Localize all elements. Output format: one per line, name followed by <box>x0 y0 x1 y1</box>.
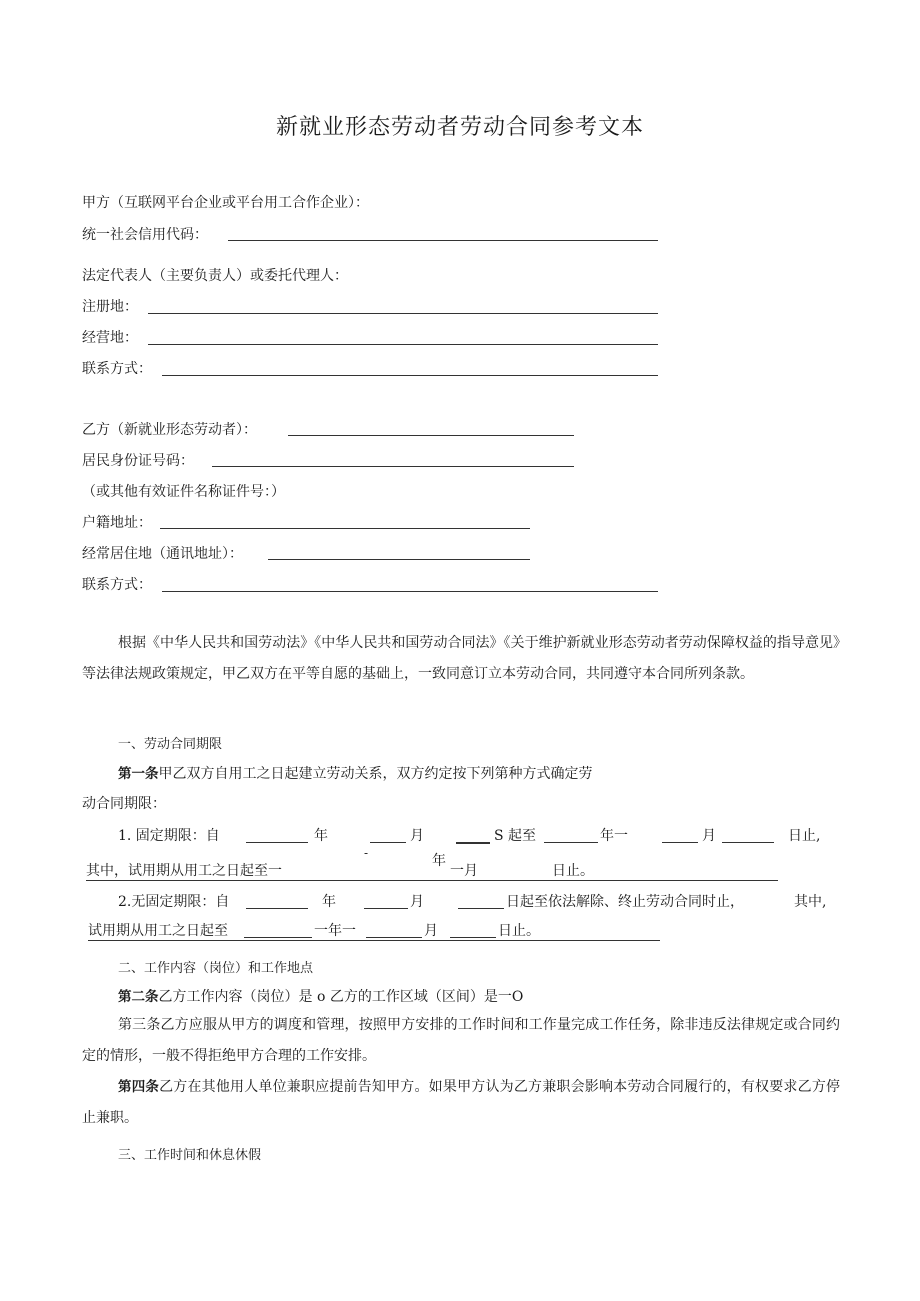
id-number-label: 居民身份证号码： <box>82 453 194 469</box>
other-id-label: （或其他有效证件名称证件号：） <box>82 484 285 500</box>
open-month-label: 月 <box>410 894 424 910</box>
party-a-contact-label: 联系方式： <box>82 361 152 377</box>
party-b-label: 乙方（新就业形态劳动者）： <box>82 422 257 438</box>
fixed-start-month-blank[interactable] <box>370 842 406 843</box>
open-start-day-blank[interactable] <box>458 908 504 909</box>
credit-code-blank[interactable] <box>228 240 658 241</box>
household-address-label: 户籍地址： <box>82 515 152 531</box>
section-3-heading: 三、工作时间和休息休假 <box>118 1148 262 1163</box>
fixed-until-label: 日止, <box>788 828 821 844</box>
open-term-prefix: 2.无固定期限：自 <box>118 894 230 910</box>
article-4-text: 乙方在其他用人单位兼职应提前告知甲方。如果甲方认为乙方兼职会影响本劳动合同履行的，有权要求乙方停止兼职。 <box>82 1079 841 1126</box>
household-address-blank[interactable] <box>160 528 530 529</box>
open-trial-day-blank[interactable] <box>450 937 496 938</box>
fixed-month-label: 月 <box>410 828 424 844</box>
fixed-trial-underline[interactable] <box>86 880 778 881</box>
article-2-label: 第二条 <box>118 989 159 1005</box>
legal-rep-label: 法定代表人（主要负责人）或委托代理人： <box>82 268 348 284</box>
open-year-label: 年 <box>322 894 336 910</box>
fixed-end-year-blank[interactable] <box>544 842 598 843</box>
article-1-line1 <box>118 764 593 784</box>
open-start-month-blank[interactable] <box>364 908 408 909</box>
business-address-label: 经营地： <box>82 330 138 346</box>
fixed-trial-month: 一月 <box>450 863 478 879</box>
fixed-end-day-blank[interactable] <box>722 842 774 843</box>
residence-address-label: 经常居住地（通讯地址）： <box>82 546 243 562</box>
open-trial-year-dash: 一年一 <box>314 923 356 939</box>
party-a-contact-blank[interactable] <box>162 375 658 376</box>
article-3-paragraph: 第三条乙方应服从甲方的调度和管理，按照甲方安排的工作时间和工作量完成工作任务，除非违反法律规定或合同约定的情形，一般不得拒绝甲方合理的工作安排。 <box>82 1017 840 1064</box>
open-trial-month-blank[interactable] <box>366 937 422 938</box>
party-b-contact-label: 联系方式： <box>82 577 152 593</box>
article-1-line2: 动合同期限： <box>82 796 166 812</box>
residence-address-blank[interactable] <box>268 559 530 560</box>
open-trial-day-end: 日止。 <box>498 923 540 939</box>
preamble-paragraph: 根据《中华人民共和国劳动法》《中华人民共和国劳动合同法》《关于维护新就业形态劳动者劳动保障权益的指导意见》等法律法规政策规定，甲乙双方在平等自愿的基础上，一致同意订立本劳动合同，共同遵守本合同所列条款。 <box>82 635 840 682</box>
open-trial-year-blank[interactable] <box>244 937 312 938</box>
open-start-year-blank[interactable] <box>246 908 308 909</box>
document-title: 新就业形态劳动者劳动合同参考文本 <box>275 115 644 140</box>
open-trial-month: 月 <box>424 923 438 939</box>
party-b-contact-blank[interactable] <box>162 591 658 592</box>
fixed-trial-prefix: 其中，试用期从用工之日起至一 <box>86 863 282 879</box>
article-2 <box>118 987 523 1007</box>
open-trial-prefix: 试用期从用工之日起至 <box>88 923 228 939</box>
id-number-blank[interactable] <box>212 466 574 467</box>
reg-address-label: 注册地： <box>82 299 138 315</box>
article-1-text: 甲乙双方自用工之日起建立劳动关系，双方约定按下列第种方式确定劳 <box>158 766 593 782</box>
fixed-end-month-blank[interactable] <box>662 842 698 843</box>
reg-address-blank[interactable] <box>148 313 658 314</box>
fixed-start-day-blank[interactable] <box>456 842 490 844</box>
fixed-start-label: S 起至 <box>494 828 537 844</box>
article-1-label: 第一条 <box>118 766 159 782</box>
open-among-label: 其中, <box>794 894 827 910</box>
credit-code-label: 统一社会信用代码： <box>82 227 208 243</box>
fixed-year-dash-label: 年一 <box>600 828 628 844</box>
open-trial-underline[interactable] <box>88 940 660 941</box>
article-4-label: 第四条 <box>118 1079 160 1095</box>
section-2-heading: 二、工作内容（岗位）和工作地点 <box>118 961 314 976</box>
fixed-trial-year: 年 <box>432 853 446 869</box>
fixed-term-prefix: 1. 固定期限：自 <box>118 828 220 844</box>
section-1-heading: 一、劳动合同期限 <box>118 737 223 752</box>
fixed-trial-day-end: 日止。 <box>552 863 594 879</box>
fixed-start-year-blank[interactable] <box>246 842 308 843</box>
article-2-text: 乙方工作内容（岗位）是 o 乙方的工作区域（区间）是一O <box>158 989 524 1005</box>
party-b-name-blank[interactable] <box>288 435 574 436</box>
party-a-label: 甲方（互联网平台企业或平台用工合作企业）： <box>82 195 369 211</box>
business-address-blank[interactable] <box>148 344 658 345</box>
article-4-paragraph <box>82 1072 840 1134</box>
fixed-year-label: 年 <box>314 828 328 844</box>
fixed-month2-label: 月 <box>702 828 716 844</box>
fixed-trial-dash: - <box>364 846 369 860</box>
open-start-until: 日起至依法解除、终止劳动合同时止， <box>506 894 744 910</box>
